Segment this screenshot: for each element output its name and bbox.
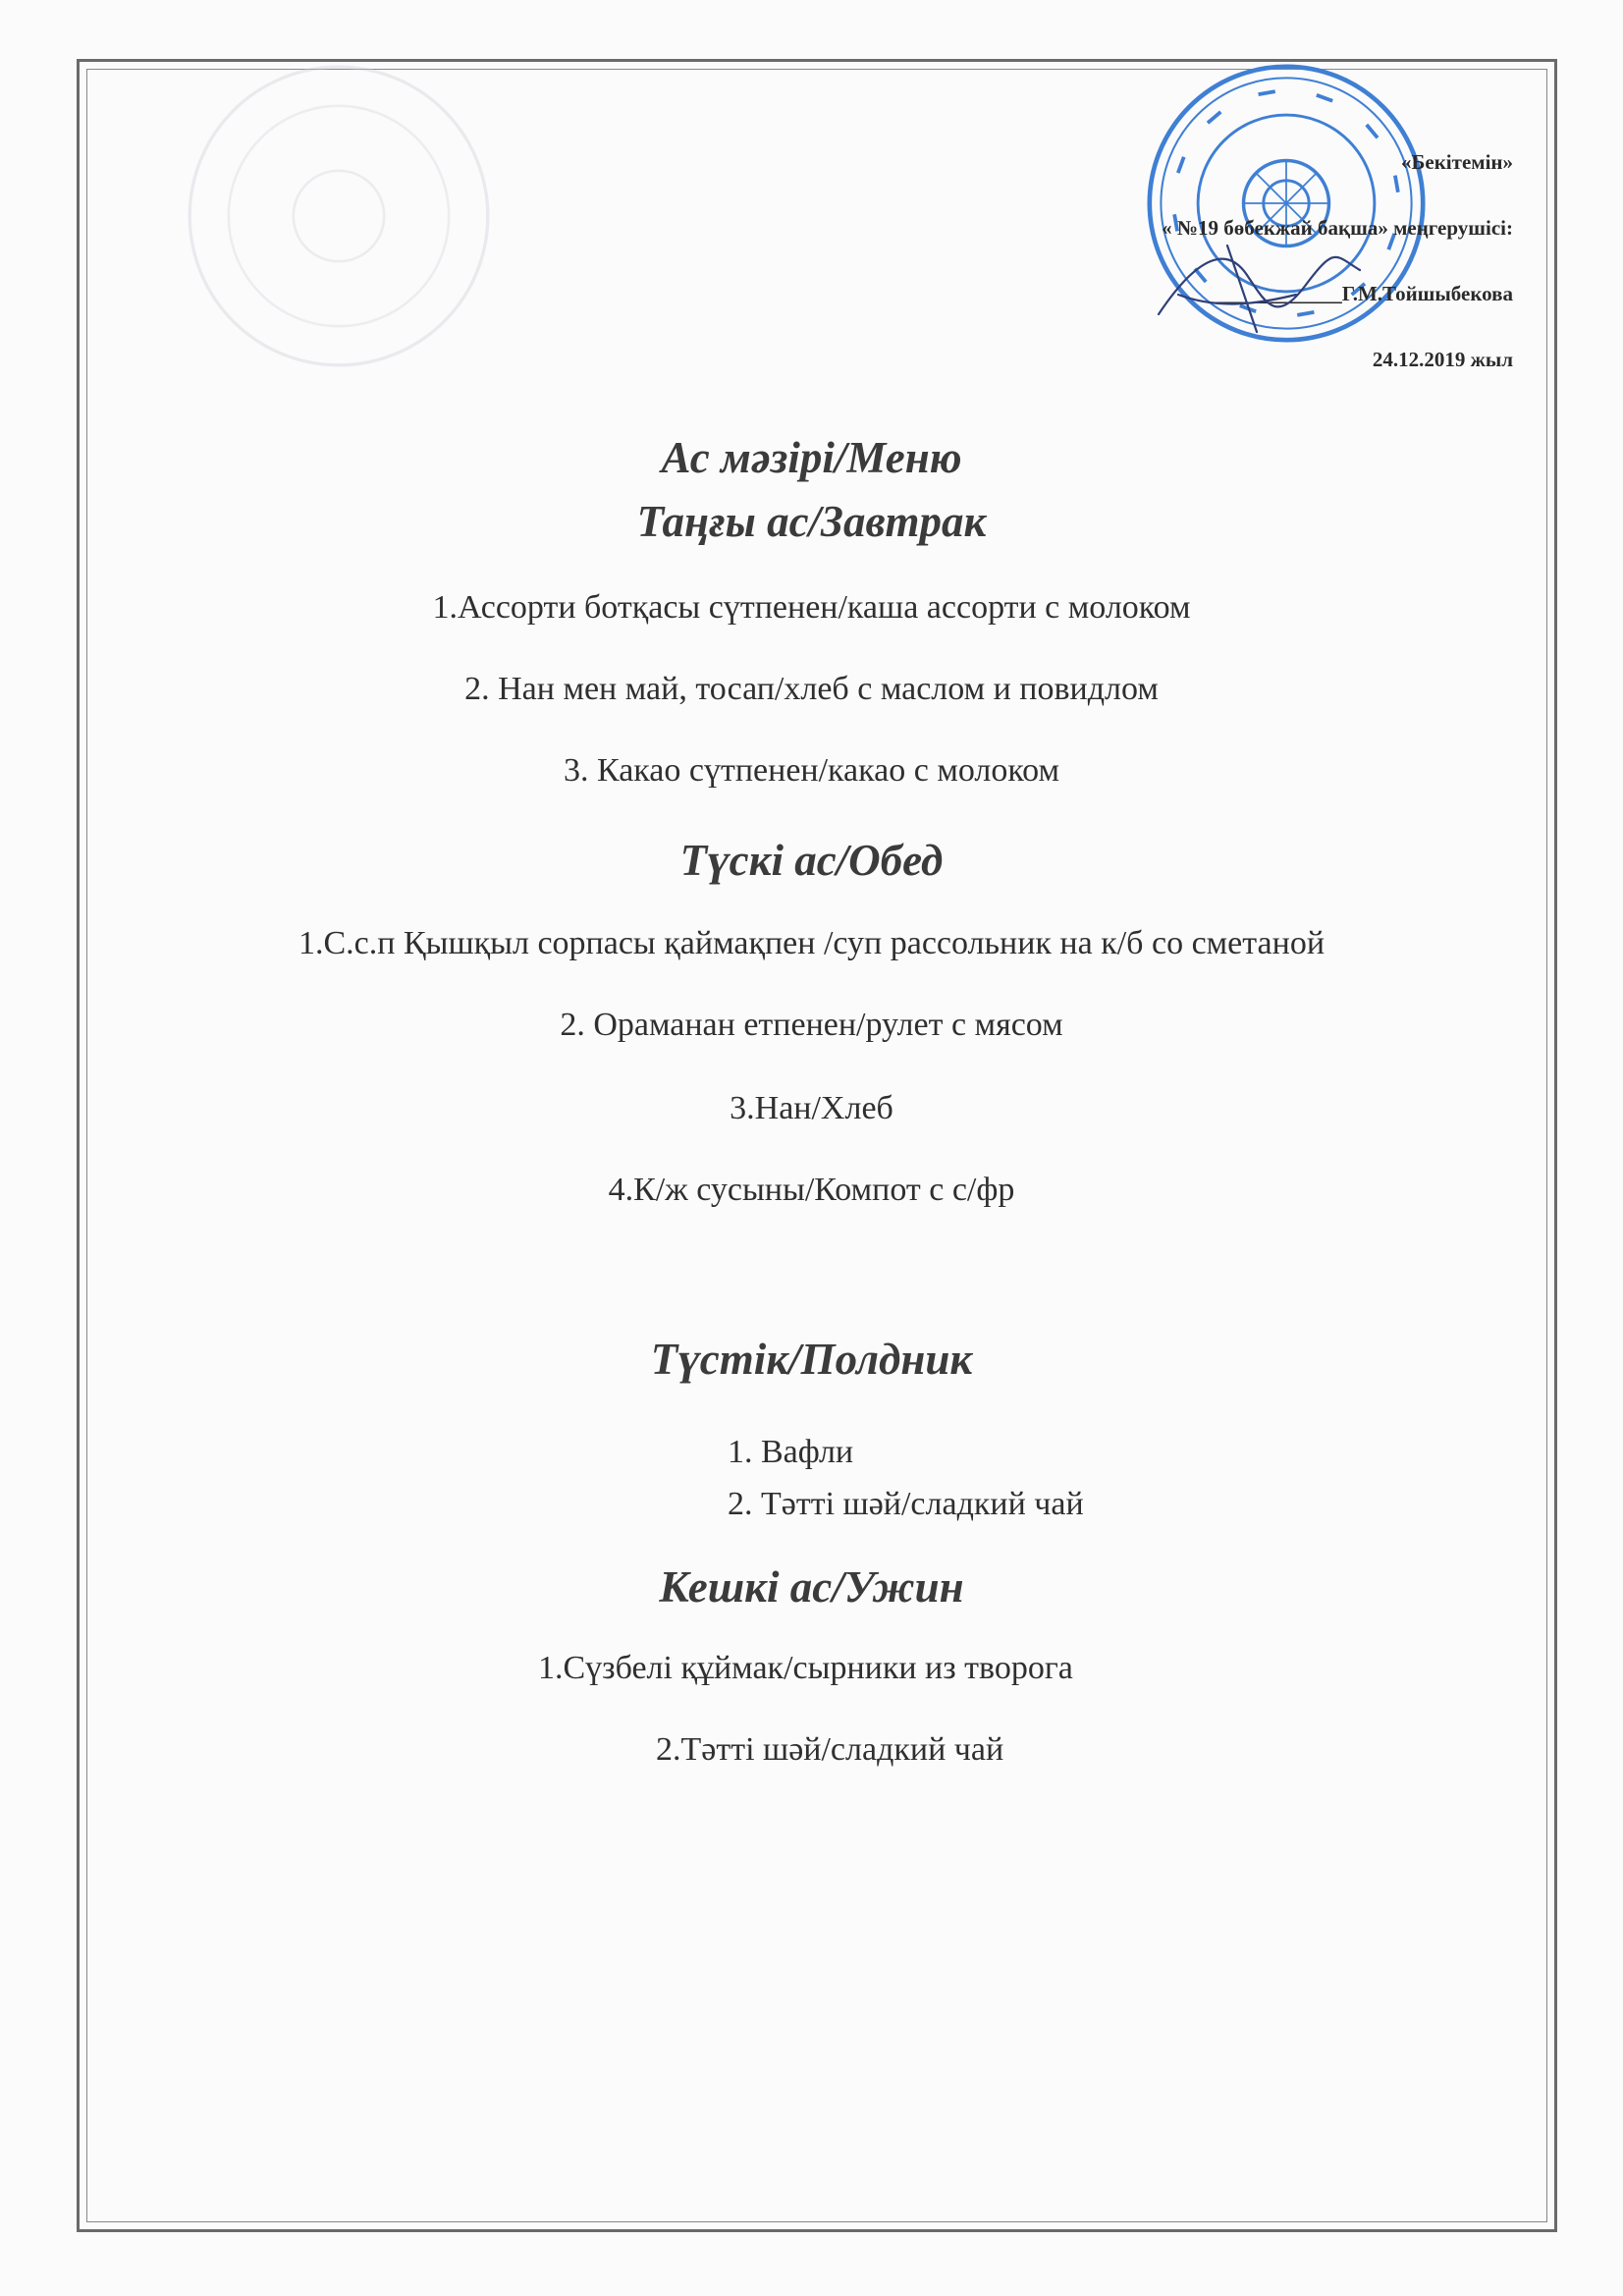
approval-date: 24.12.2019 жыл bbox=[1372, 348, 1513, 371]
approval-title: «Бекітемін» bbox=[1400, 150, 1513, 174]
snack-item-1: 1. Вафли bbox=[728, 1434, 854, 1470]
lunch-item-1: 1.С.с.п Қышқыл сорпасы қаймақпен /суп рассольник на к/б со сметаной bbox=[298, 925, 1325, 961]
lunch-item-2: 2. Ораманан етпенен/рулет с мясом bbox=[560, 1007, 1063, 1043]
dinner-item-1: 1.Сүзбелі құймак/сырники из творога bbox=[538, 1650, 1073, 1686]
breakfast-item-2: 2. Нан мен май, тосап/хлеб с маслом и повидлом bbox=[464, 671, 1159, 707]
lunch-item-4: 4.К/ж сусыны/Компот с с/фр bbox=[608, 1172, 1015, 1208]
section-heading-breakfast: Таңғы ас/Завтрак bbox=[636, 497, 987, 546]
snack-item-2: 2. Тәтті шәй/сладкий чай bbox=[728, 1486, 1084, 1522]
menu-title: Ас мәзірі/Меню bbox=[661, 433, 962, 482]
section-heading-dinner: Кешкі ас/Ужин bbox=[659, 1562, 964, 1612]
ghost-seal-image bbox=[177, 54, 501, 378]
handwritten-signature-image bbox=[1139, 216, 1375, 344]
approval-position: « №19 бөбекжай бақша» меңгерушісі: bbox=[1162, 216, 1513, 240]
section-heading-snack: Түстік/Полдник bbox=[650, 1335, 973, 1384]
breakfast-item-1: 1.Ассорти ботқасы сүтпенен/каша ассорти с молоком bbox=[432, 589, 1191, 626]
section-heading-lunch: Түскі ас/Обед bbox=[679, 836, 944, 885]
approval-signatory: _____________Г.М.Тойшыбекова bbox=[1208, 282, 1513, 305]
breakfast-item-3: 3. Какао сүтпенен/какао с молоком bbox=[563, 752, 1060, 789]
dinner-item-2: 2.Тәтті шәй/сладкий чай bbox=[656, 1731, 1004, 1768]
lunch-item-3: 3.Нан/Хлеб bbox=[730, 1090, 893, 1126]
